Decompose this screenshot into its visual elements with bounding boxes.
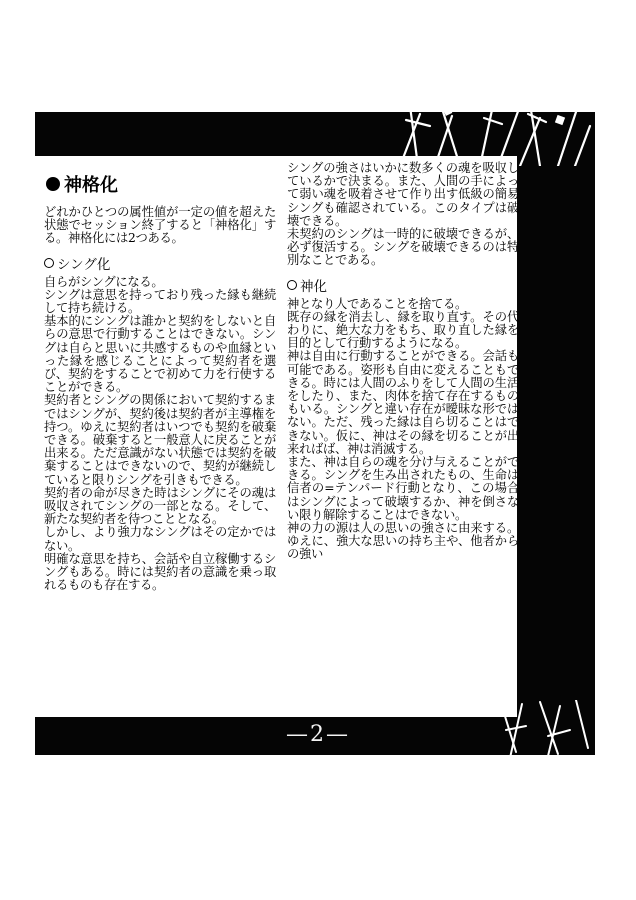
paragraph: 契約者の命が尽きた時はシングにその魂は吸収されてシングの一部となる。そして、新たな契約者を待つこととなる。 bbox=[44, 485, 276, 527]
bullet-dot-icon bbox=[46, 177, 60, 191]
paragraph: 明確な意思を持ち、会話や自立稼働するシングもある。時には契約者の意識を乗っ取れるものも存在する。 bbox=[44, 551, 276, 593]
paragraph: また、神は自らの魂を分け与えることができる。シングを生み出されたもの、生命は信者の=テンパード行動となり、この場合はシングによって破壊するか、神を倒さない限り解除することはできない。 bbox=[287, 455, 519, 522]
subheading-text: シング化 bbox=[57, 256, 111, 273]
paragraph: 既存の縁を消去し、縁を取り直す。その代わりに、絶大な力をもち、取り直した縁を目的として行動するようになる。 bbox=[287, 309, 519, 351]
subheading-thing bbox=[44, 254, 276, 272]
right-banner bbox=[517, 112, 595, 755]
paragraph: シングは意思を持っており残った縁も継続して持ち続ける。 bbox=[44, 287, 276, 316]
section-heading bbox=[46, 172, 276, 196]
swords-decoration-top bbox=[380, 96, 595, 166]
circle-bullet-icon bbox=[287, 280, 297, 290]
intro-paragraph: どれかひとつの属性値が一定の値を超えた状態でセッション終了すると「神格化」する。神格化には2つある。 bbox=[44, 205, 276, 246]
right-column bbox=[287, 162, 519, 562]
paragraph: 神は自由に行動することができる。会話も可能である。姿形も自由に変えることもできる。時には人間のふりをして人間の生活をしたり、また、肉体を捨て存在するものもいる。シングと違い存在が曖昧な形ではない。ただ、残った縁は自ら切ることはできない。仮に、神はその縁を切ることが出来ればば、神は消滅する。 bbox=[287, 349, 519, 456]
subheading-text: 神化 bbox=[300, 278, 327, 295]
paragraph: 神の力の源は人の思いの強さに由来する。ゆえに、強大な思いの持ち主や、他者からの強い bbox=[287, 521, 519, 562]
paragraph: しかし、より強力なシングはその定かではない。 bbox=[44, 525, 276, 553]
left-column bbox=[44, 172, 276, 592]
paragraph: 自らがシングになる。 bbox=[44, 274, 164, 289]
circle-bullet-icon bbox=[44, 258, 54, 268]
subheading-god bbox=[287, 276, 519, 294]
paragraph: 未契約のシングは一時的に破壊できるが、必ず復活する。シングを破壊できるのは特別なことである。 bbox=[287, 227, 519, 268]
paragraph: シングの強さはいかに数多くの魂を吸収しているかで決まる。また、人間の手によって弱い魂を吸着させて作り出す低級の簡易シングも確認されている。このタイプは破壊できる。 bbox=[287, 161, 519, 228]
page-number: —2— bbox=[286, 722, 350, 747]
heading-text: 神格化 bbox=[64, 175, 118, 196]
paragraph: 基本的にシングは誰かと契約をしないと自らの意思で行動することはできない。シングは自らと思いに共感するものや血縁といった縁を感じることによって契約者を選び、契約をすることで初めて力を行使することができる。 bbox=[44, 314, 276, 395]
paragraph: 神となり人であることを捨てる。 bbox=[287, 296, 467, 311]
paragraph: 契約者とシングの関係において契約するまではシングが、契約後は契約者が主導権を持つ。ゆえに契約者はいつでも契約を破棄できる。破棄すると一般意人に戻ることが出来る。ただ意識がない状態では契約を破棄することはできないので、契約が継続していると限りシングを引きもできる。 bbox=[44, 393, 276, 487]
